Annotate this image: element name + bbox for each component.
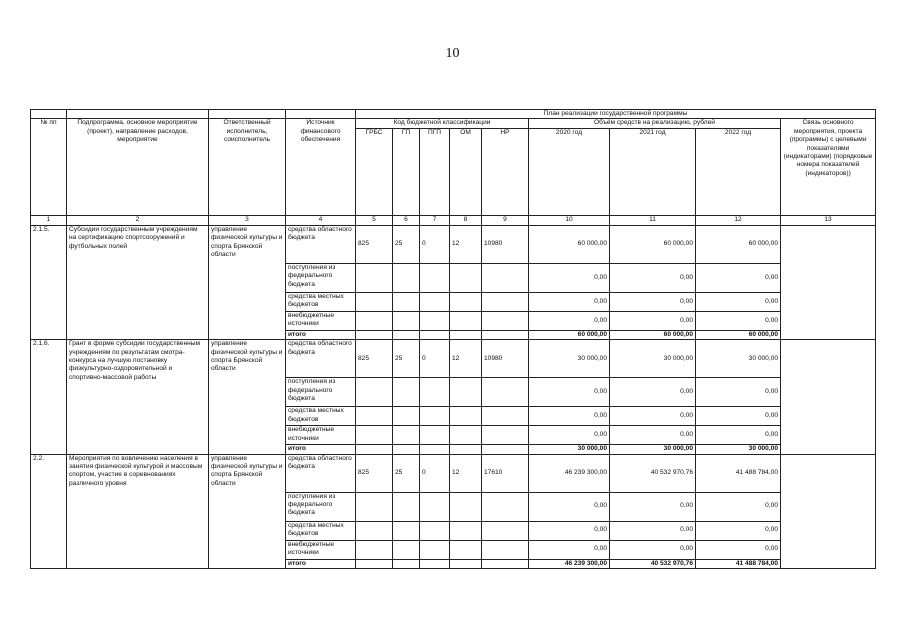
code-grbs: 825 <box>356 340 393 378</box>
column-number: 13 <box>781 216 876 225</box>
section-name: Грант в форме субсидии государственным учреждениям по результатам смотра-конкурса на лучшую постановку физкультурно-оздоровительной и спортивно-массовой работы <box>67 340 209 454</box>
code-om: 12 <box>450 454 482 492</box>
indicator-link <box>781 225 876 339</box>
col-num-header: № пп <box>31 119 67 216</box>
code-nr: 10980 <box>482 225 529 263</box>
col-responsible-header: Ответственный исполнитель, соисполнитель <box>209 119 286 216</box>
amount-2020: 0,00 <box>529 292 610 311</box>
column-number: 6 <box>393 216 420 225</box>
code-grbs: 825 <box>356 454 393 492</box>
col-pgp-header: ПГП <box>420 129 450 216</box>
amount-2020: 0,00 <box>529 263 610 292</box>
total-2022: 30 000,00 <box>696 445 781 454</box>
amount-2022: 0,00 <box>696 521 781 540</box>
section-2-2 <box>31 454 876 568</box>
section-name: Мероприятия по вовлечению населения в занятия физической культурой и массовым спортом, участие в соревнованиях различного уровня <box>67 454 209 568</box>
code-gp: 25 <box>393 454 420 492</box>
col-grbs-header: ГРБС <box>356 129 393 216</box>
source-extra: внебюджетные источники <box>286 426 356 445</box>
amount-2022: 0,00 <box>696 540 781 559</box>
amount-2020: 60 000,00 <box>529 225 610 263</box>
col-program-header: Подпрограмма, основное мероприятие (проект), направление расходов, мероприятие <box>67 119 209 216</box>
section-number: 2.1.5. <box>31 225 67 339</box>
column-number-row <box>31 216 876 225</box>
source-extra: внебюджетные источники <box>286 311 356 330</box>
total-2020: 60 000,00 <box>529 330 610 339</box>
source-total: итого <box>286 330 356 339</box>
column-number: 2 <box>67 216 209 225</box>
source-extra: внебюджетные источники <box>286 540 356 559</box>
code-gp: 25 <box>393 225 420 263</box>
source-regional: средства областного бюджета <box>286 340 356 378</box>
amount-2020: 0,00 <box>529 492 610 521</box>
code-pgp: 0 <box>420 225 450 263</box>
source-regional: средства областного бюджета <box>286 454 356 492</box>
code-om: 12 <box>450 340 482 378</box>
col-source-header: Источник финансового обеспечения <box>286 119 356 216</box>
column-number: 10 <box>529 216 610 225</box>
amount-2022: 0,00 <box>696 378 781 407</box>
source-total: итого <box>286 559 356 568</box>
amount-2021: 0,00 <box>610 540 696 559</box>
col-gp-header: ГП <box>393 129 420 216</box>
col-2022-header: 2022 год <box>696 129 781 216</box>
col-link-header: Связь основного мероприятия, проекта (программы) с целевыми показателями (индикаторами) (порядковые номера показателей (индикаторов)) <box>781 119 876 216</box>
plan-title: План реализации государственной программы <box>356 110 876 119</box>
indicator-link <box>781 454 876 568</box>
code-pgp: 0 <box>420 454 450 492</box>
code-nr: 10980 <box>482 340 529 378</box>
page-number: 10 <box>445 46 460 61</box>
source-federal: поступления из федерального бюджета <box>286 378 356 407</box>
amount-2021: 0,00 <box>610 311 696 330</box>
col-2021-header: 2021 год <box>610 129 696 216</box>
total-2021: 30 000,00 <box>610 445 696 454</box>
amount-2021: 30 000,00 <box>610 340 696 378</box>
table-header <box>31 110 876 226</box>
total-2020: 46 239 300,00 <box>529 559 610 568</box>
col-funds-header: Объём средств на реализацию, рублей <box>529 119 781 129</box>
total-2021: 40 532 970,76 <box>610 559 696 568</box>
total-2021: 60 000,00 <box>610 330 696 339</box>
amount-2021: 60 000,00 <box>610 225 696 263</box>
section-responsible: управление физической культуры и спорта Брянской области <box>209 454 286 568</box>
amount-2022: 30 000,00 <box>696 340 781 378</box>
section-name: Субсидии государственным учреждениям на сертификацию спортсооружений и футбольных полей <box>67 225 209 339</box>
amount-2021: 0,00 <box>610 407 696 426</box>
amount-2022: 0,00 <box>696 311 781 330</box>
amount-2021: 0,00 <box>610 292 696 311</box>
amount-2021: 0,00 <box>610 263 696 292</box>
source-total: итого <box>286 445 356 454</box>
total-2020: 30 000,00 <box>529 445 610 454</box>
column-number: 4 <box>286 216 356 225</box>
section-responsible: управление физической культуры и спорта Брянской области <box>209 225 286 339</box>
amount-2022: 0,00 <box>696 426 781 445</box>
indicator-link <box>781 340 876 454</box>
amount-2022: 0,00 <box>696 263 781 292</box>
amount-2022: 0,00 <box>696 492 781 521</box>
source-federal: поступления из федерального бюджета <box>286 492 356 521</box>
source-local: средства местных бюджетов <box>286 407 356 426</box>
source-local: средства местных бюджетов <box>286 521 356 540</box>
col-om-header: ОМ <box>450 129 482 216</box>
amount-2020: 0,00 <box>529 426 610 445</box>
column-number: 1 <box>31 216 67 225</box>
section-2-1-5 <box>31 225 876 339</box>
source-regional: средства областного бюджета <box>286 225 356 263</box>
amount-2022: 60 000,00 <box>696 225 781 263</box>
amount-2020: 0,00 <box>529 311 610 330</box>
code-om: 12 <box>450 225 482 263</box>
total-2022: 60 000,00 <box>696 330 781 339</box>
column-number: 8 <box>450 216 482 225</box>
source-federal: поступления из федерального бюджета <box>286 263 356 292</box>
code-gp: 25 <box>393 340 420 378</box>
code-grbs: 825 <box>356 225 393 263</box>
column-number: 3 <box>209 216 286 225</box>
amount-2021: 0,00 <box>610 521 696 540</box>
column-number: 12 <box>696 216 781 225</box>
amount-2021: 0,00 <box>610 426 696 445</box>
plan-table <box>30 109 876 569</box>
amount-2020: 0,00 <box>529 407 610 426</box>
col-budget-code-header: Код бюджетной классификации <box>356 119 529 129</box>
section-2-1-6 <box>31 340 876 454</box>
amount-2020: 0,00 <box>529 540 610 559</box>
amount-2022: 0,00 <box>696 292 781 311</box>
code-nr: 17610 <box>482 454 529 492</box>
column-number: 7 <box>420 216 450 225</box>
amount-2020: 46 239 300,00 <box>529 454 610 492</box>
column-number: 9 <box>482 216 529 225</box>
section-number: 2.1.6. <box>31 340 67 454</box>
column-number: 5 <box>356 216 393 225</box>
code-pgp: 0 <box>420 340 450 378</box>
amount-2022: 41 488 784,00 <box>696 454 781 492</box>
amount-2021: 40 532 970,76 <box>610 454 696 492</box>
amount-2022: 0,00 <box>696 407 781 426</box>
amount-2020: 30 000,00 <box>529 340 610 378</box>
amount-2021: 0,00 <box>610 378 696 407</box>
source-local: средства местных бюджетов <box>286 292 356 311</box>
col-nr-header: НР <box>482 129 529 216</box>
amount-2020: 0,00 <box>529 521 610 540</box>
column-number: 11 <box>610 216 696 225</box>
amount-2021: 0,00 <box>610 492 696 521</box>
section-number: 2.2. <box>31 454 67 568</box>
total-2022: 41 488 784,00 <box>696 559 781 568</box>
section-responsible: управление физической культуры и спорта Брянской области <box>209 340 286 454</box>
amount-2020: 0,00 <box>529 378 610 407</box>
col-2020-header: 2020 год <box>529 129 610 216</box>
